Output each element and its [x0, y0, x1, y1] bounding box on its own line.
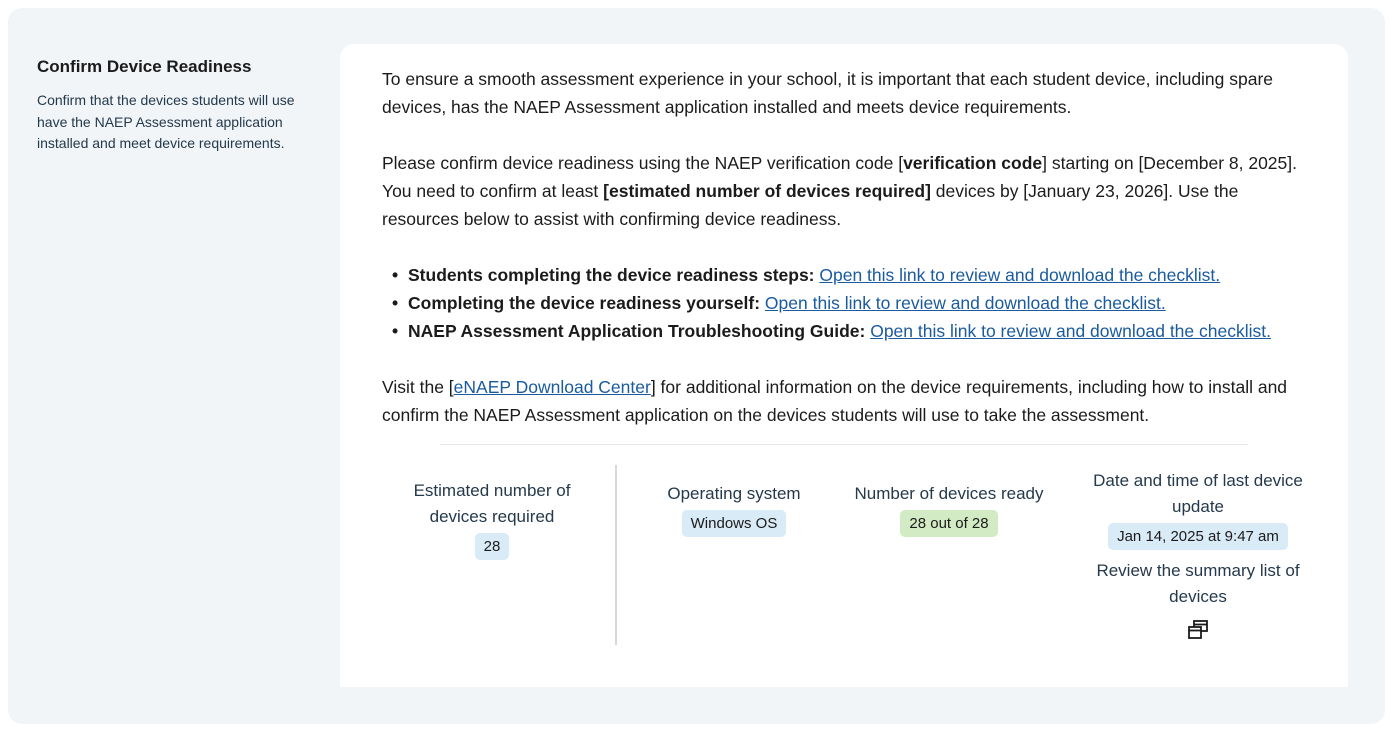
self-checklist-link[interactable]: Open this link to review and download the checklist. — [764, 293, 1166, 313]
download-center-link[interactable]: eNAEP Download Center — [453, 377, 651, 397]
section-sidebar — [37, 56, 297, 155]
content-card — [340, 44, 1348, 687]
intro-paragraph: To ensure a smooth assessment experience in your school, it is important that each student device, including spare devices, has the NAEP Assessment application installed and meets device requirements. — [382, 69, 1274, 117]
troubleshooting-guide-link[interactable]: Open this link to review and download the checklist. — [870, 321, 1271, 341]
open-in-new-window-icon[interactable] — [1186, 618, 1210, 642]
device-readiness-section — [8, 8, 1385, 724]
section-title: Confirm Device Readiness — [37, 57, 252, 76]
resource-label: NAEP Assessment Application Troubleshooting Guide: — [408, 321, 866, 341]
confirm-text-1: Please confirm device readiness using the NAEP verification code [ — [382, 153, 904, 173]
last-update-badge: Jan 14, 2025 at 9:47 am — [1108, 523, 1288, 550]
stat-estimated-devices — [397, 478, 587, 560]
resource-label: Students completing the device readiness steps: — [408, 265, 815, 285]
stats-separator — [615, 465, 617, 645]
resource-label: Completing the device readiness yourself: — [408, 293, 761, 313]
divider — [440, 444, 1248, 445]
section-description: Confirm that the devices students will use have the NAEP Assessment application installed and meet device requirements. — [37, 92, 295, 151]
stat-last-update — [1092, 468, 1304, 642]
visit-paragraph — [382, 373, 1312, 429]
instructions — [382, 65, 1312, 457]
stat-label: Estimated number of devices required — [413, 481, 571, 526]
list-item — [392, 261, 1312, 289]
confirm-text-3: devices by [January 23, 2026]. Use the resources below to assist with confirming device readiness. — [382, 181, 1239, 229]
confirm-text-2: ] starting on [December 8, 2025]. You need to confirm at least — [382, 153, 1298, 201]
stat-label: Operating system — [667, 484, 801, 503]
devices-ready-badge: 28 out of 28 — [900, 510, 997, 537]
operating-system-badge: Windows OS — [682, 510, 787, 537]
review-summary-label: Review the summary list of devices — [1096, 561, 1300, 606]
stat-label: Number of devices ready — [854, 484, 1044, 503]
confirm-paragraph — [382, 149, 1312, 233]
estimated-devices-placeholder: [estimated number of devices required] — [603, 181, 931, 201]
resource-list — [392, 261, 1312, 345]
list-item — [392, 317, 1312, 345]
stat-devices-ready — [834, 481, 1064, 537]
student-checklist-link[interactable]: Open this link to review and download the checklist. — [819, 265, 1221, 285]
estimated-devices-badge: 28 — [475, 533, 510, 560]
verification-code-placeholder: verification code — [903, 153, 1043, 173]
visit-text-2: ] for additional information on the device requirements, including how to install and confirm the NAEP Assessment application on the devices students will use to take the assessment. — [382, 377, 1288, 425]
stat-operating-system — [644, 481, 824, 537]
list-item — [392, 289, 1312, 317]
visit-text-1: Visit the [ — [382, 377, 454, 397]
stat-label: Date and time of last device update — [1093, 471, 1303, 516]
